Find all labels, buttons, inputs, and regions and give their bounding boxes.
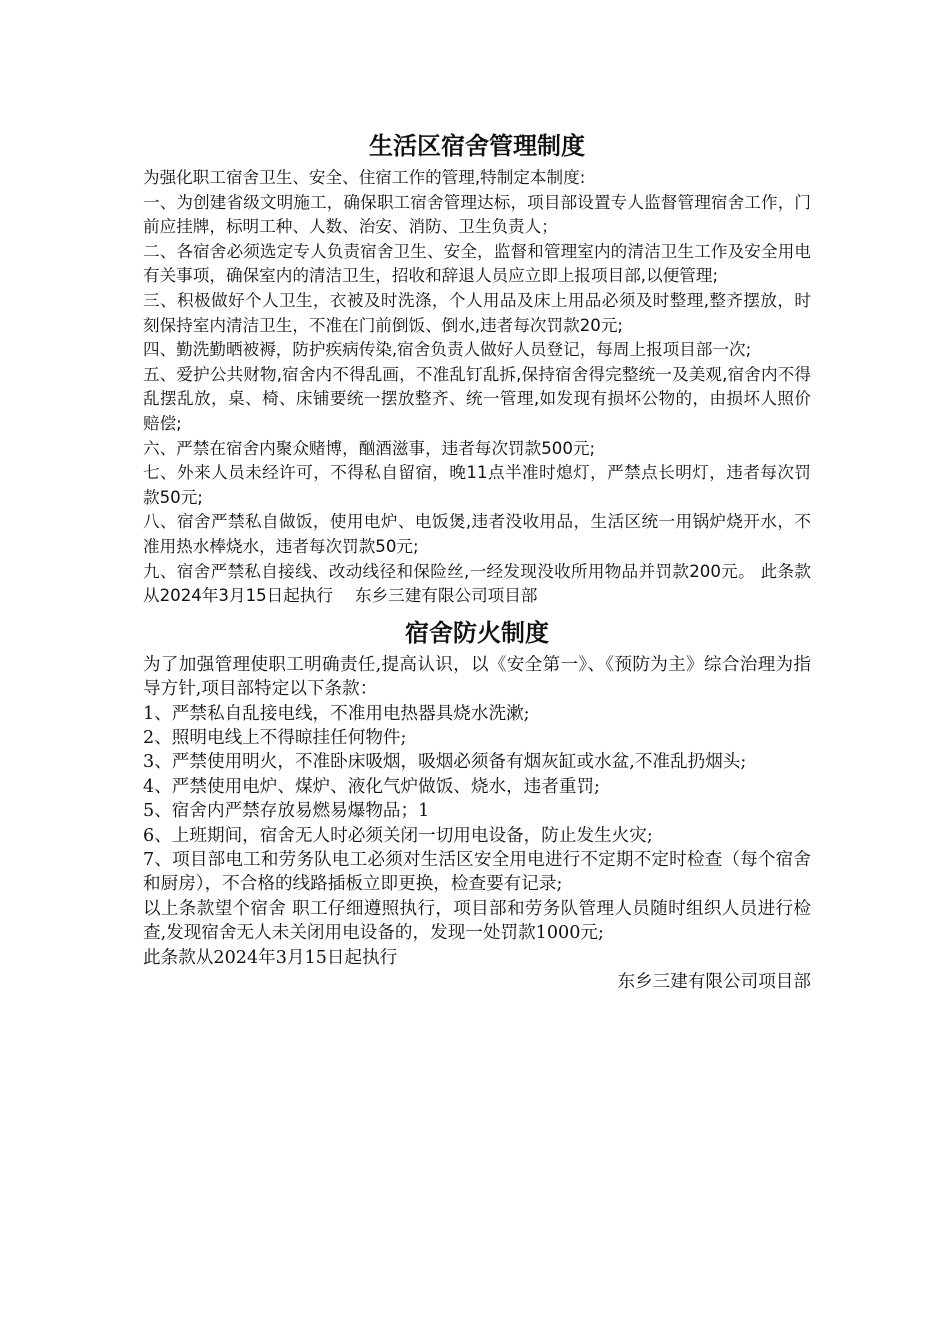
section-title: 生活区宿舍管理制度 — [369, 132, 585, 160]
paragraph: 5、宿舍内严禁存放易燃易爆物品；1 — [143, 801, 430, 822]
paragraph: 为强化职工宿舍卫生、安全、住宿工作的管理,特制定本制度: — [143, 168, 586, 187]
paragraph: 7、项目部电工和劳务队电工必须对生活区安全用电进行不定期不定时检查（每个宿舍和厨房），不合格的线路插板立即更换，检查要有记录; — [143, 849, 811, 895]
paragraph: 三、积极做好个人卫生，衣被及时洗涤，个人用品及床上用品必须及时整理,整齐摆放，时刻保持室内清洁卫生，不准在门前倒饭、倒水,违者每次罚款20元; — [143, 290, 811, 335]
paragraph: 2、照明电线上不得晾挂任何物件; — [143, 727, 407, 748]
paragraph: 一、为创建省级文明施工，确保职工宿舍管理达标，项目部设置专人监督管理宿舍工作，门前应挂牌，标明工种、人数、治安、消防、卫生负责人； — [143, 192, 811, 237]
paragraph: 为了加强管理使职工明确责任,提高认识，以《安全第一》、《预防为主》综合治理为指导方针,项目部特定以下条款： — [143, 654, 811, 700]
signature: 东乡三建有限公司项目部 — [617, 971, 811, 992]
paragraph: 4、严禁使用电炉、煤炉、液化气炉做饭、烧水，违者重罚; — [143, 776, 600, 797]
document-page — [143, 128, 811, 994]
fire-prevention-section — [143, 615, 811, 995]
paragraph: 九、宿舍严禁私自接线、改动线径和保险丝,一经发现没收所用物品并罚款200元。 此条款从2024年3月15日起执行 东乡三建有限公司项目部 — [143, 561, 811, 606]
paragraph: 以上条款望个宿舍 职工仔细遵照执行，项目部和劳务队管理人员随时组织人员进行检查,发现宿舍无人未关闭用电设备的，发现一处罚款1000元; — [143, 898, 811, 944]
section-title: 宿舍防火制度 — [405, 618, 549, 647]
paragraph: 1、严禁私自乱接电线，不准用电热器具烧水洗漱; — [143, 703, 530, 724]
paragraph: 二、各宿舍必须选定专人负责宿舍卫生、安全，监督和管理室内的清洁卫生工作及安全用电有关事项，确保室内的清洁卫生，招收和辞退人员应立即上报项目部,以便管理; — [143, 241, 811, 286]
paragraph: 六、严禁在宿舍内聚众赌博，酗酒滋事，违者每次罚款500元; — [143, 438, 596, 458]
paragraph: 五、爱护公共财物,宿舍内不得乱画，不准乱钉乱拆,保持宿舍得完整统一及美观,宿舍内不得乱摆乱放，桌、椅、床铺要统一摆放整齐、统一管理,如发现有损坏公物的，由损坏人照价赔偿; — [143, 364, 811, 433]
paragraph: 八、宿舍严禁私自做饭，使用电炉、电饭煲,违者没收用品，生活区统一用锅炉烧开水，不准用热水棒烧水，违者每次罚款50元; — [143, 512, 811, 556]
paragraph: 四、勤洗勤晒被褥，防护疾病传染,宿舍负责人做好人员登记，每周上报项目部一次; — [143, 340, 752, 360]
dormitory-management-section — [143, 128, 811, 609]
paragraph: 3、严禁使用明火，不准卧床吸烟，吸烟必须备有烟灰缸或水盆,不准乱扔烟头; — [143, 752, 747, 773]
paragraph: 七、外来人员未经许可，不得私自留宿，晚11点半准时熄灯，严禁点长明灯，违者每次罚款50元; — [143, 463, 811, 507]
paragraph: 此条款从2024年3月15日起执行 — [143, 947, 398, 968]
paragraph: 6、上班期间，宿舍无人时必须关闭一切用电设备，防止发生火灾; — [143, 825, 653, 846]
